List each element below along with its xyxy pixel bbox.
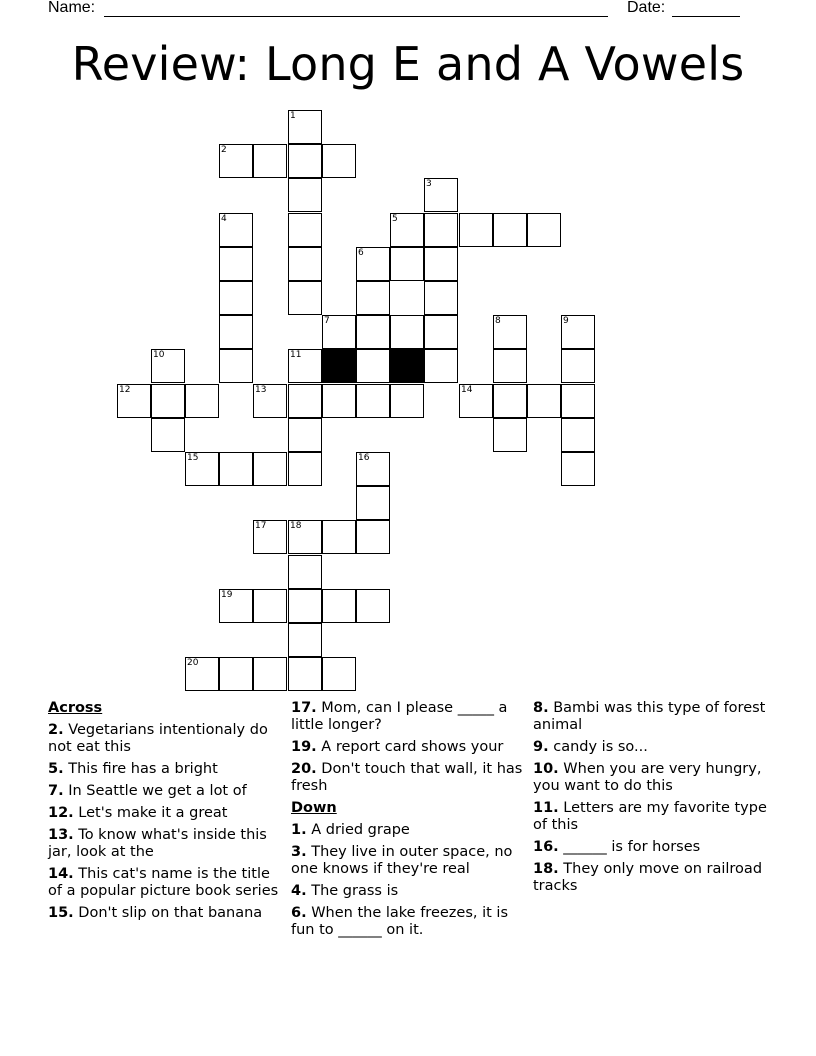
clue-item: 13. To know what's inside this jar, look at the [48,827,267,860]
crossword-cell[interactable] [219,144,253,178]
clue-item: 16. ______ is for horses [533,839,701,855]
crossword-cell[interactable] [424,281,458,315]
crossword-cell[interactable] [356,281,390,315]
crossword-cell[interactable] [288,520,322,554]
crossword-cell[interactable] [253,589,287,623]
crossword-cell[interactable] [151,384,185,418]
cell-number: 16 [358,453,370,463]
crossword-cell[interactable] [253,452,287,486]
crossword-cell[interactable] [322,384,356,418]
crossword-cell[interactable] [356,520,390,554]
crossword-cell[interactable] [356,589,390,623]
crossword-cell[interactable] [288,281,322,315]
crossword-cell[interactable] [219,281,253,315]
crossword-cell[interactable] [219,589,253,623]
crossword-cell[interactable] [424,178,458,212]
crossword-cell[interactable] [288,110,322,144]
crossword-cell[interactable] [288,623,322,657]
clue-item: 20. Don't touch that wall, it has fresh [291,761,523,794]
cell-number: 6 [358,248,364,258]
clue-item: 8. Bambi was this type of forest animal [533,700,766,733]
cell-number: 20 [187,658,199,668]
cell-number: 5 [392,214,398,224]
cell-number: 9 [563,316,569,326]
crossword-cell[interactable] [424,213,458,247]
crossword-cell[interactable] [219,213,253,247]
cell-number: 19 [221,590,233,600]
crossword-cell[interactable] [493,384,527,418]
clue-item: 17. Mom, can I please _____ a little longer? [291,700,508,733]
crossword-cell[interactable] [322,144,356,178]
date-label: Date: [627,0,666,16]
crossword-cell[interactable] [253,657,287,691]
crossword-cell[interactable] [561,349,595,383]
cell-number: 11 [290,350,302,360]
crossword-cell[interactable] [561,315,595,349]
crossword-cell[interactable] [424,247,458,281]
page-title: Review: Long E and A Vowels [71,37,745,91]
crossword-cell[interactable] [527,213,561,247]
crossword-cell[interactable] [219,657,253,691]
crossword-cell[interactable] [288,247,322,281]
cell-number: 3 [426,179,432,189]
clue-item: 3. They live in outer space, no one knows if they're real [291,844,513,877]
clue-item: 10. When you are very hungry, you want to do this [533,761,762,794]
cell-number: 12 [119,385,131,395]
crossword-cell[interactable] [288,213,322,247]
cell-number: 13 [255,385,267,395]
crossword-cell[interactable] [185,657,219,691]
across-heading: Across [48,700,103,716]
crossword-cell[interactable] [356,349,390,383]
name-label: Name: [48,0,96,16]
clue-item: 9. candy is so... [533,739,648,755]
crossword-cell[interactable] [185,452,219,486]
clue-item: 11. Letters are my favorite type of this [533,800,767,833]
clue-item: 5. This fire has a bright [48,761,218,777]
crossword-cell[interactable] [356,247,390,281]
crossword-cell[interactable] [151,418,185,452]
clue-item: 6. When the lake freezes, it is fun to ______ on it. [291,905,508,938]
crossword-cell[interactable] [253,144,287,178]
crossword-cell[interactable] [185,384,219,418]
cell-number: 18 [290,521,302,531]
crossword-cell[interactable] [322,589,356,623]
crossword-cell[interactable] [390,315,424,349]
crossword-cell[interactable] [561,452,595,486]
crossword-cell[interactable] [253,384,287,418]
crossword-cell[interactable] [459,213,493,247]
clue-item: 7. In Seattle we get a lot of [48,783,247,799]
clue-item: 1. A dried grape [291,822,410,838]
crossword-cell[interactable] [493,315,527,349]
crossword-cell[interactable] [561,418,595,452]
crossword-cell[interactable] [219,315,253,349]
clue-item: 19. A report card shows your [291,739,504,755]
crossword-cell[interactable] [390,213,424,247]
crossword-cell[interactable] [493,213,527,247]
crossword-cell[interactable] [356,486,390,520]
clue-item: 14. This cat's name is the title of a popular picture book series [48,866,279,899]
crossword-cell[interactable] [288,178,322,212]
crossword-cell[interactable] [561,384,595,418]
crossword-cell[interactable] [288,384,322,418]
crossword-cell[interactable] [219,452,253,486]
cell-number: 15 [187,453,199,463]
clues-column-3 [533,700,769,900]
cell-number: 2 [221,145,227,155]
crossword-cell[interactable] [219,247,253,281]
crossword-black-cell [322,349,356,383]
crossword-cell[interactable] [356,315,390,349]
crossword-cell[interactable] [322,315,356,349]
cell-number: 8 [495,316,501,326]
clue-item: 2. Vegetarians intentionaly do not eat this [48,722,268,755]
crossword-cell[interactable] [424,349,458,383]
cell-number: 10 [153,350,165,360]
clue-item: 15. Don't slip on that banana [48,905,263,921]
crossword-cell[interactable] [322,520,356,554]
crossword-cell[interactable] [390,247,424,281]
crossword-cell[interactable] [117,384,151,418]
crossword-cell[interactable] [527,384,561,418]
crossword-cell[interactable] [390,384,424,418]
crossword-cell[interactable] [322,657,356,691]
crossword-cell[interactable] [288,452,322,486]
clue-item: 12. Let's make it a great [48,805,228,821]
crossword-cell[interactable] [288,589,322,623]
crossword-cell[interactable] [219,349,253,383]
crossword-cell[interactable] [356,384,390,418]
crossword-black-cell [390,349,424,383]
crossword-cell[interactable] [424,315,458,349]
crossword-cell[interactable] [288,418,322,452]
cell-number: 4 [221,214,227,224]
crossword-cell[interactable] [288,349,322,383]
cell-number: 14 [461,385,473,395]
crossword-cell[interactable] [356,452,390,486]
crossword-cell[interactable] [288,657,322,691]
crossword-cell[interactable] [288,144,322,178]
clues-column-1 [48,700,284,927]
clue-item: 18. They only move on railroad tracks [533,861,763,894]
crossword-cell[interactable] [253,520,287,554]
crossword-cell[interactable] [151,349,185,383]
down-heading: Down [291,800,337,816]
cell-number: 1 [290,111,296,121]
crossword-cell[interactable] [459,384,493,418]
crossword-cell[interactable] [493,349,527,383]
crossword-cell[interactable] [288,555,322,589]
clues-column-2 [291,700,523,944]
cell-number: 7 [324,316,330,326]
cell-number: 17 [255,521,267,531]
clue-item: 4. The grass is [291,883,399,899]
crossword-cell[interactable] [493,418,527,452]
